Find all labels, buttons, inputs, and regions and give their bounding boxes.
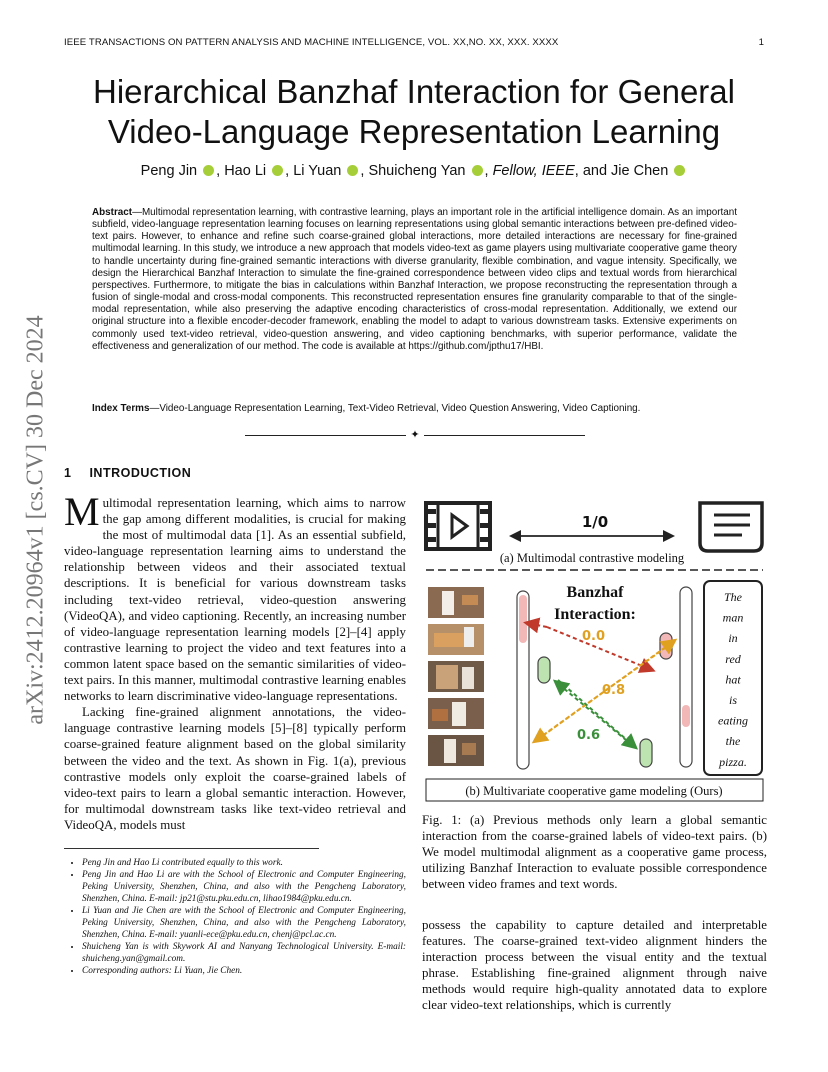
section-heading: [64, 466, 191, 480]
abstract: [92, 207, 737, 353]
divider-line: [245, 435, 406, 436]
orcid-icon[interactable]: [347, 165, 358, 176]
footnote-rule: [64, 848, 319, 849]
journal-name: IEEE TRANSACTIONS ON PATTERN ANALYSIS AND MACHINE INTELLIGENCE, VOL. XX,NO. XX, XXX. XXXX: [64, 37, 559, 48]
video-clip-bar: [538, 657, 550, 683]
bar-highlight: [519, 595, 527, 643]
footnotes: [64, 857, 406, 977]
index-terms: [92, 403, 737, 414]
paper-title: [60, 72, 768, 152]
interaction-label: Interaction:: [554, 606, 636, 623]
footnote-item: • Peng Jin and Hao Li contributed equally to this work.: [82, 857, 406, 869]
right-column-text: possess the capability to capture detailed and interpretable features. The coarse-grained text-video alignment hinders the interaction process between the visual entity and the textual phrase. Establishing fine-grained alignment through naive methods would require high-quality annotated data to explore clear video-text relationships, which is currently: [422, 918, 767, 1013]
author-name: Jie Chen: [611, 163, 669, 179]
document-icon: [700, 503, 762, 551]
value-label-0-8: 0.8: [602, 683, 626, 698]
caption-a: (a) Multimodal contrastive modeling: [499, 551, 685, 565]
orcid-icon[interactable]: [203, 165, 214, 176]
footnote-list: [64, 857, 406, 977]
title-line-1: Hierarchical Banzhaf Interaction for General: [93, 73, 735, 110]
footnote-item: • Corresponding authors: Li Yuan, Jie Chen.: [82, 965, 406, 977]
sentence-word: pizza.: [719, 754, 747, 769]
text-feature-bar: [680, 587, 692, 767]
sentence-word: eating: [718, 713, 748, 728]
author-list: Peng Jin , Hao Li , Li Yuan , Shuicheng Yan , Fellow, IEEE, and Jie Chen: [60, 163, 768, 179]
page-number: 1: [758, 37, 764, 48]
orcid-icon[interactable]: [272, 165, 283, 176]
sentence-word: The: [724, 590, 742, 604]
abstract-label: Abstract: [92, 207, 133, 218]
sentence-word: red: [725, 651, 741, 666]
intro-paragraph-1: [64, 489, 406, 704]
diamond-icon: ✦: [410, 429, 420, 441]
footnote-item: • Shuicheng Yan is with Skywork AI and Nanyang Technological University. E-mail: shuicheng.yan@gmail.com.: [82, 941, 406, 965]
banzhaf-label: Banzhaf: [566, 584, 624, 601]
intro-p1-text: ultimodal representation learning, which aims to narrow the gap among different modalities, is crucial for making the most of multimodal data [1]. As an essential subfield, video-language representation learning aims to understand the relationship between videos and their associated textual descriptions. It is beneficial for various downstream tasks including text-video retrieval, video-question answering (VideoQA), and video captioning. Recently, an increasing number of video-language representation learning models [2]–[4] apply contrastive learning to project the video and text features into a common latent space based on the semantic similarities of video-text pairs. In this manner, multimodal contrastive learning enables networks to learn discriminative video-language representations.: [64, 496, 406, 704]
author-and: , and: [574, 163, 608, 179]
caption-b: (b) Multivariate cooperative game modeling (Ours): [465, 784, 723, 798]
arxiv-stamp: [16, 285, 56, 755]
drop-cap: M: [64, 489, 100, 534]
author-name: Shuicheng Yan: [368, 163, 466, 179]
author-name: Peng Jin: [140, 163, 198, 179]
figure-1: [422, 495, 767, 805]
figure-caption: Fig. 1: (a) Previous methods only learn a global semantic interaction from the coarse-grained labels of video-text pairs. (b) We model multimodal alignment as a cooperative game process, utilizing Banzhaf Interaction to evaluate possible correspondence between video frames and text words.: [422, 813, 767, 892]
video-film-icon: [426, 503, 490, 549]
left-column: [64, 489, 406, 833]
index-terms-text: —Video-Language Representation Learning, Text-Video Retrieval, Video Question Answering, Video Captioning.: [149, 403, 641, 414]
sentence-word: the: [725, 734, 741, 749]
index-terms-label: Index Terms: [92, 403, 150, 414]
sentence-word: man: [722, 610, 744, 625]
sentence-word: is: [728, 693, 738, 707]
author-name: Hao Li: [224, 163, 267, 179]
footnote-item: • Li Yuan and Jie Chen are with the School of Electronic and Computer Engineering, Peking University, Shenzhen, China, and also with the Pengcheng Laboratory, Shenzhen, China. E-mail: yuanli-ece@pku.edu.cn, chenj@pcl.ac.cn.: [82, 905, 406, 941]
value-label-0-0: 0.0: [582, 629, 606, 644]
orcid-icon[interactable]: [472, 165, 483, 176]
section-number: 1: [64, 466, 72, 480]
footnote-item: • Peng Jin and Hao Li are with the School of Electronic and Computer Engineering, Peking University, Shenzhen, China, and also with the Pengcheng Laboratory, Shenzhen, China. E-mail: jp21@stu.pku.edu.cn, lihao1984@pku.edu.cn.: [82, 869, 406, 905]
title-line-2: Video-Language Representation Learning: [107, 113, 721, 150]
abstract-text: —Multimodal representation learning, with contrastive learning, plays an important role in the artificial intelligence domain. As an important subfield, video-language representation learning focuses on learning representations using global semantic interactions between pre-defined video-text pairs. However, to enhance and refine such coarse-grained global interactions, more detailed interactions are necessary for fine-grained multimodal learning. In this study, we introduce a new approach that models video-text as game players using multivariate cooperative game theory to handle uncertainty during fine-grained semantic interactions with diverse granularity, flexible combination, and vague intensity. Specifically, we design the Hierarchical Banzhaf Interaction to simulate the fine-grained correspondence between video clips and textual words from hierarchical perspectives. Furthermore, to mitigate the bias in calculations within Banzhaf Interaction, we propose reconstructing the representation through a fusion of single-modal and cross-modal components. This reconstructed representation ensures fine granularity comparable to that of the single-modal representation, while also preserving the adaptive encoding characteristics of cross-modal representation. Additionally, we extend our original structure into a flexible encoder-decoder framework, enabling the model to adapt to various downstream tasks. Extensive experiments on commonly used text-video retrieval, video-question answering, and video captioning benchmarks, with superior performance, validate the effectiveness and generalization of our method. The code is available at https://github.com/jpthu17/HBI.: [92, 207, 737, 352]
orcid-icon[interactable]: [674, 165, 685, 176]
intro-paragraph-2: Lacking fine-grained alignment annotations, the video-language contrastive learning models [5]–[8] typically perform coarse-grained feature alignment based on the global similarity between the video and the text. As shown in Fig. 1(a), previous contrastive models only exploit the coarse-grained labels of video-text pairs to learn a global semantic interaction. However, for multimodal downstream tasks like text-video retrieval and VideoQA, models must: [64, 705, 406, 832]
label-1-0: 1/0: [581, 513, 609, 531]
running-header: [64, 37, 764, 48]
red-interaction-arrow: [527, 623, 547, 627]
sentence-word: in: [728, 631, 738, 646]
value-label-0-6: 0.6: [577, 728, 601, 743]
text-word-bar: [660, 633, 672, 659]
text-word-bar: [640, 739, 652, 767]
video-frames: [428, 587, 484, 766]
divider-line: [424, 435, 585, 436]
author-name: Li Yuan: [293, 163, 342, 179]
bar-highlight: [682, 705, 690, 727]
arxiv-id: arXiv:2412.20964v1 [cs.CV] 30 Dec 2024: [22, 315, 49, 725]
sentence-word: hat: [725, 672, 741, 687]
section-title: INTRODUCTION: [89, 466, 192, 480]
author-fellow: Fellow, IEEE: [492, 163, 575, 179]
figure-1-graphic: [422, 495, 767, 805]
section-divider: [245, 429, 585, 441]
